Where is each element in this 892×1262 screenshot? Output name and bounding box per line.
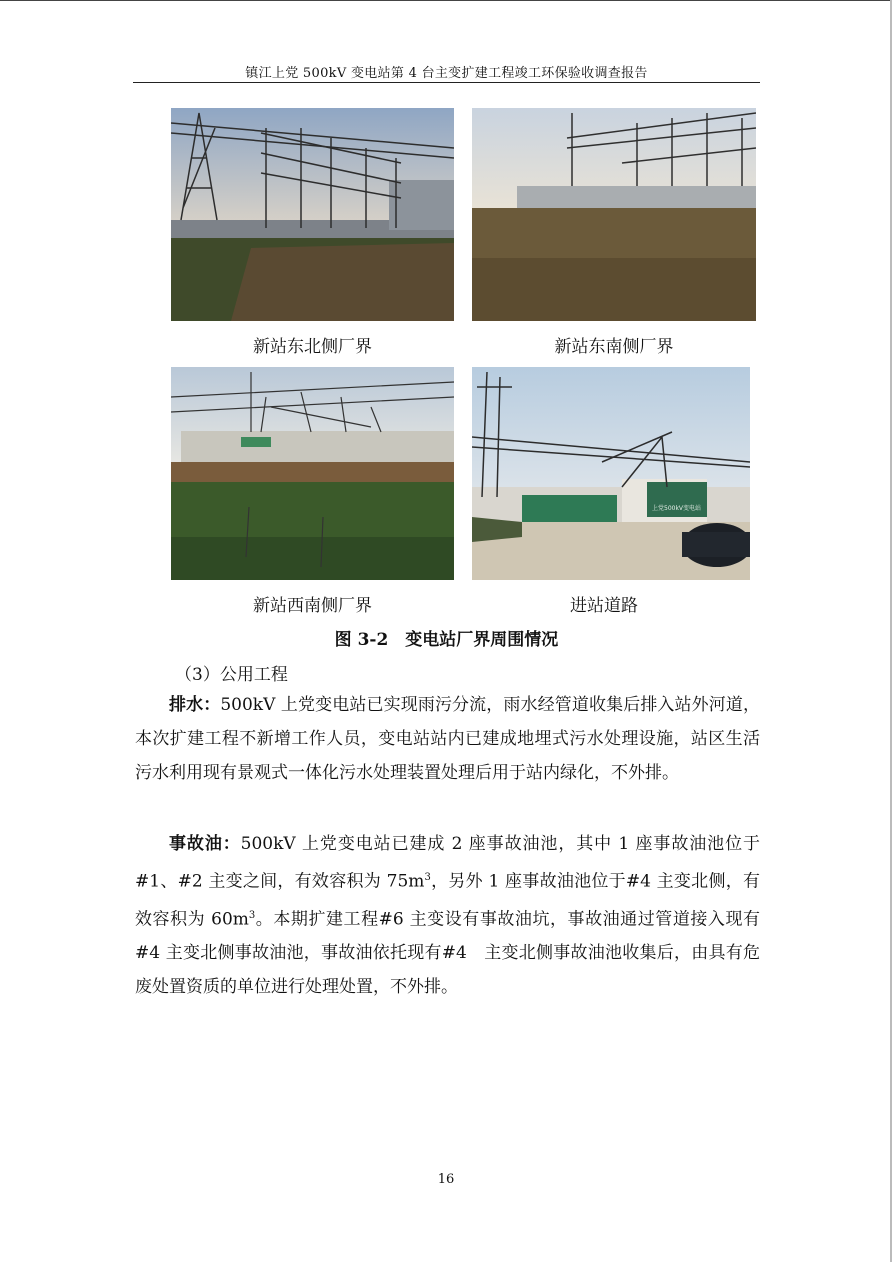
page-header: 镇江上党 500kV 变电站第 4 台主变扩建工程竣工环保验收调查报告	[245, 66, 648, 81]
caption-northeast-boundary: 新站东北侧厂界	[253, 337, 372, 357]
header-rule	[133, 82, 760, 83]
photo-southeast-boundary	[472, 108, 756, 321]
figure-caption: 图 3-2 变电站厂界周围情况	[334, 630, 559, 650]
page-number: 16	[437, 1172, 455, 1187]
sign-text: 上党500kV变电站	[652, 505, 702, 512]
caption-southeast-boundary: 新站东南侧厂界	[554, 337, 674, 357]
photo-southwest-boundary	[171, 367, 454, 580]
drainage-text: 500kV 上党变电站已实现雨污分流，雨水经管道收集后排入站外河道，本次扩建工程不新增工作人员，变电站站内已建成地埋式污水处理设施，站区生活污水利用现有景观式一体化污水处理装置处理后用于站内绿化，不外排。	[135, 695, 761, 783]
drainage-paragraph	[135, 688, 760, 790]
accident-oil-superscript-2: 3	[248, 909, 256, 921]
caption-southwest-boundary: 新站西南侧厂界	[253, 596, 372, 616]
accident-oil-paragraph	[135, 827, 760, 1004]
accident-oil-superscript-1: 3	[424, 872, 431, 883]
accident-oil-text-3: 。本期扩建工程#6 主变设有事故油坑，事故油通过管道接入现有#4 主变北侧事故油池，事故油依托现有#4 主变北侧事故油池收集后，由具有危废处置资质的单位进行处理处置，不外排。	[135, 909, 761, 998]
caption-entrance-road: 进站道路	[570, 596, 638, 616]
photo-northeast-boundary	[171, 108, 454, 321]
page-top-border	[0, 0, 892, 1]
drainage-label: 排水：	[169, 695, 221, 715]
photo-entrance-road	[472, 367, 750, 580]
accident-oil-text-1: 500kV 上党变电站已建成 2 座事故油池，其中 1 座事故油池位于#1、#2 主变之间，有效容积为 75m	[135, 834, 760, 892]
accident-oil-text-2: ，另外 1 座事故油池位于#4 主变北侧，有效容积为 60m	[135, 871, 760, 930]
accident-oil-label: 事故油：	[169, 834, 241, 854]
section-heading: （3）公用工程	[175, 665, 288, 685]
